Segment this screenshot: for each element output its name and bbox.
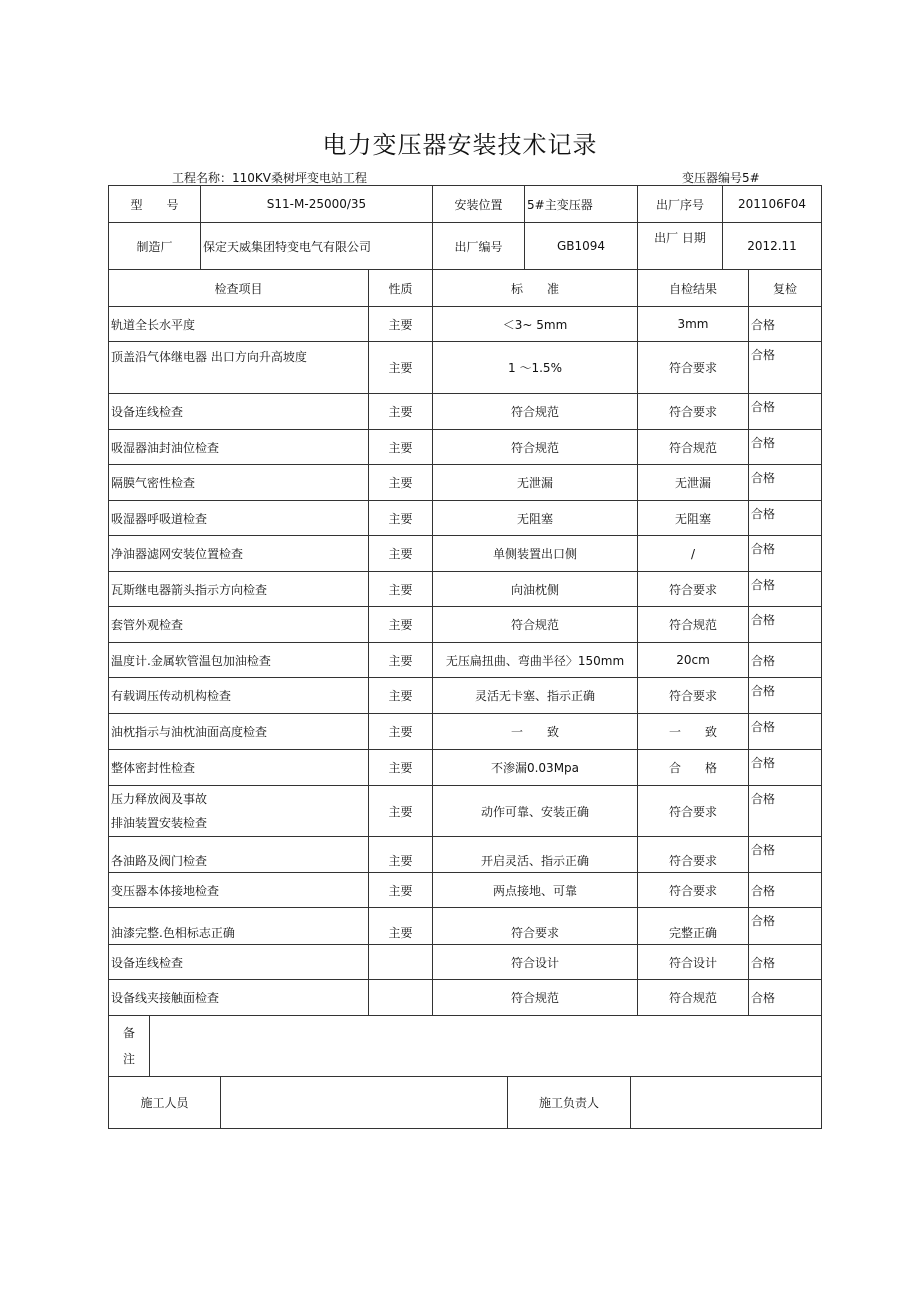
nature-cell: 主要 bbox=[369, 572, 433, 607]
notes-table bbox=[108, 1015, 822, 1077]
standard-cell: 无压扁扭曲、弯曲半径〉150mm bbox=[433, 643, 638, 678]
nature-cell: 主要 bbox=[369, 908, 433, 945]
item-cell: 设备连线检查 bbox=[109, 945, 369, 980]
nature-cell: 主要 bbox=[369, 465, 433, 501]
self-check-cell: / bbox=[638, 536, 749, 572]
page-title: 电力变压器安装技术记录 bbox=[322, 131, 598, 159]
standard-cell: 符合规范 bbox=[433, 430, 638, 465]
self-check-cell: 符合要求 bbox=[638, 394, 749, 430]
standard-cell: 不渗漏0.03Mpa bbox=[433, 750, 638, 786]
self-check-cell: 符合规范 bbox=[638, 980, 749, 1016]
nature-cell: 主要 bbox=[369, 342, 433, 394]
table-row bbox=[109, 607, 822, 643]
standard-cell: 1 ～1.5% bbox=[433, 342, 638, 394]
item-cell: 吸湿器油封油位检查 bbox=[109, 430, 369, 465]
item-line: 排油装置安装检查 bbox=[111, 816, 208, 830]
table-row bbox=[109, 465, 822, 501]
nature-cell: 主要 bbox=[369, 607, 433, 643]
item-cell: 设备线夹接触面检查 bbox=[109, 980, 369, 1016]
item-cell: 变压器本体接地检查 bbox=[109, 873, 369, 908]
table-row bbox=[109, 750, 822, 786]
standard-cell: 一 致 bbox=[433, 714, 638, 750]
notes-label bbox=[109, 1016, 150, 1077]
header-row-model bbox=[109, 186, 822, 223]
nature-cell: 主要 bbox=[369, 678, 433, 714]
table-row bbox=[109, 342, 822, 394]
col-standard: 标 准 bbox=[433, 270, 638, 307]
recheck-cell: 合格 bbox=[749, 714, 822, 750]
nature-cell: 主要 bbox=[369, 714, 433, 750]
model-label: 型 号 bbox=[109, 186, 201, 223]
item-cell: 瓦斯继电器箭头指示方向检查 bbox=[109, 572, 369, 607]
table-row bbox=[109, 572, 822, 607]
standard-cell: 无泄漏 bbox=[433, 465, 638, 501]
table-row bbox=[109, 786, 822, 837]
recheck-cell: 合格 bbox=[749, 678, 822, 714]
self-check-cell: 无泄漏 bbox=[638, 465, 749, 501]
col-item: 检查项目 bbox=[109, 270, 369, 307]
self-check-cell: 符合要求 bbox=[638, 786, 749, 837]
nature-cell: 主要 bbox=[369, 786, 433, 837]
item-cell: 隔膜气密性检查 bbox=[109, 465, 369, 501]
item-cell: 顶盖沿气体继电器 出口方向升高坡度 bbox=[109, 342, 369, 394]
self-check-cell: 符合设计 bbox=[638, 945, 749, 980]
self-check-cell: 符合规范 bbox=[638, 607, 749, 643]
table-row bbox=[109, 307, 822, 342]
maker-label: 制造厂 bbox=[109, 223, 201, 270]
recheck-cell: 合格 bbox=[749, 572, 822, 607]
item-cell: 设备连线检查 bbox=[109, 394, 369, 430]
recheck-cell: 合格 bbox=[749, 945, 822, 980]
self-check-cell: 符合要求 bbox=[638, 837, 749, 873]
nature-cell: 主要 bbox=[369, 873, 433, 908]
transformer-number: 变压器编号5# bbox=[682, 171, 760, 185]
self-check-cell: 符合规范 bbox=[638, 430, 749, 465]
item-cell: 各油路及阀门检查 bbox=[109, 837, 369, 873]
recheck-cell: 合格 bbox=[749, 394, 822, 430]
item-cell: 整体密封性检查 bbox=[109, 750, 369, 786]
nature-cell bbox=[369, 980, 433, 1016]
item-cell: 油漆完整.色相标志正确 bbox=[109, 908, 369, 945]
standard-cell: 单侧装置出口侧 bbox=[433, 536, 638, 572]
signature-table bbox=[108, 1076, 822, 1129]
self-check-cell: 20cm bbox=[638, 643, 749, 678]
table-header-row bbox=[109, 270, 822, 307]
table-row bbox=[109, 945, 822, 980]
recheck-cell: 合格 bbox=[749, 750, 822, 786]
item-cell: 轨道全长水平度 bbox=[109, 307, 369, 342]
self-check-cell: 符合要求 bbox=[638, 572, 749, 607]
maker-value: 保定天威集团特变电气有限公司 bbox=[201, 223, 433, 270]
serial-value: 201106F04 bbox=[723, 186, 822, 223]
item-cell: 温度计.金属软管温包加油检查 bbox=[109, 643, 369, 678]
nature-cell: 主要 bbox=[369, 430, 433, 465]
recheck-cell: 合格 bbox=[749, 980, 822, 1016]
header-row-maker bbox=[109, 223, 822, 270]
inspection-table bbox=[108, 269, 822, 1016]
notes-content[interactable] bbox=[150, 1016, 822, 1077]
standard-cell: 无阻塞 bbox=[433, 501, 638, 536]
recheck-cell: 合格 bbox=[749, 786, 822, 837]
table-row bbox=[109, 501, 822, 536]
self-check-cell: 完整正确 bbox=[638, 908, 749, 945]
table-row bbox=[109, 430, 822, 465]
col-recheck: 复检 bbox=[749, 270, 822, 307]
lead-label: 施工负责人 bbox=[508, 1077, 631, 1129]
standard-cell: 灵活无卡塞、指示正确 bbox=[433, 678, 638, 714]
nature-cell bbox=[369, 945, 433, 980]
table-row bbox=[109, 908, 822, 945]
date-value: 2012.11 bbox=[723, 223, 822, 270]
worker-label: 施工人员 bbox=[109, 1077, 221, 1129]
self-check-cell: 无阻塞 bbox=[638, 501, 749, 536]
standard-cell: 符合设计 bbox=[433, 945, 638, 980]
standard-cell: 符合要求 bbox=[433, 908, 638, 945]
location-label: 安装位置 bbox=[433, 186, 525, 223]
nature-cell: 主要 bbox=[369, 536, 433, 572]
table-row bbox=[109, 643, 822, 678]
table-row bbox=[109, 678, 822, 714]
model-value: S11-M-25000/35 bbox=[201, 186, 433, 223]
recheck-cell: 合格 bbox=[749, 536, 822, 572]
table-row bbox=[109, 394, 822, 430]
standard-cell: 符合规范 bbox=[433, 607, 638, 643]
self-check-cell: 符合要求 bbox=[638, 342, 749, 394]
standard-cell: 向油枕侧 bbox=[433, 572, 638, 607]
self-check-cell: 一 致 bbox=[638, 714, 749, 750]
recheck-cell: 合格 bbox=[749, 873, 822, 908]
item-cell: 套管外观检查 bbox=[109, 607, 369, 643]
nature-cell: 主要 bbox=[369, 643, 433, 678]
location-value: 5#主变压器 bbox=[525, 186, 638, 223]
standard-cell: ＜3~ 5mm bbox=[433, 307, 638, 342]
standard-cell: 动作可靠、安装正确 bbox=[433, 786, 638, 837]
col-nature: 性质 bbox=[369, 270, 433, 307]
table-row bbox=[109, 714, 822, 750]
table-row bbox=[109, 536, 822, 572]
nature-cell: 主要 bbox=[369, 837, 433, 873]
notes-label-char: 备 bbox=[122, 1026, 135, 1040]
recheck-cell: 合格 bbox=[749, 342, 822, 394]
standard-cell: 符合规范 bbox=[433, 394, 638, 430]
nature-cell: 主要 bbox=[369, 750, 433, 786]
table-row bbox=[109, 980, 822, 1016]
recheck-cell: 合格 bbox=[749, 908, 822, 945]
notes-label-char: 注 bbox=[122, 1052, 135, 1066]
nature-cell: 主要 bbox=[369, 501, 433, 536]
worker-signature-field[interactable] bbox=[221, 1077, 508, 1129]
recheck-cell: 合格 bbox=[749, 465, 822, 501]
recheck-cell: 合格 bbox=[749, 607, 822, 643]
header-table bbox=[108, 185, 822, 270]
standard-cell: 符合规范 bbox=[433, 980, 638, 1016]
factory-no-value: GB1094 bbox=[525, 223, 638, 270]
recheck-cell: 合格 bbox=[749, 837, 822, 873]
item-cell bbox=[109, 786, 369, 837]
recheck-cell: 合格 bbox=[749, 430, 822, 465]
table-row bbox=[109, 837, 822, 873]
date-label: 出厂 日期 bbox=[638, 223, 723, 270]
item-cell: 油枕指示与油枕油面高度检查 bbox=[109, 714, 369, 750]
standard-cell: 两点接地、可靠 bbox=[433, 873, 638, 908]
item-cell: 吸湿器呼吸道检查 bbox=[109, 501, 369, 536]
item-cell: 有载调压传动机构检查 bbox=[109, 678, 369, 714]
table-row bbox=[109, 873, 822, 908]
item-line: 压力释放阀及事故 bbox=[111, 792, 208, 806]
serial-label: 出厂序号 bbox=[638, 186, 723, 223]
self-check-cell: 3mm bbox=[638, 307, 749, 342]
nature-cell: 主要 bbox=[369, 307, 433, 342]
self-check-cell: 符合要求 bbox=[638, 678, 749, 714]
recheck-cell: 合格 bbox=[749, 307, 822, 342]
self-check-cell: 符合要求 bbox=[638, 873, 749, 908]
col-self-check: 自检结果 bbox=[638, 270, 749, 307]
item-cell: 净油器滤网安装位置检查 bbox=[109, 536, 369, 572]
project-name: 工程名称：110KV桑树坪变电站工程 bbox=[172, 171, 367, 185]
self-check-cell: 合 格 bbox=[638, 750, 749, 786]
lead-signature-field[interactable] bbox=[631, 1077, 822, 1129]
factory-no-label: 出厂编号 bbox=[433, 223, 525, 270]
nature-cell: 主要 bbox=[369, 394, 433, 430]
recheck-cell: 合格 bbox=[749, 643, 822, 678]
recheck-cell: 合格 bbox=[749, 501, 822, 536]
standard-cell: 开启灵活、指示正确 bbox=[433, 837, 638, 873]
